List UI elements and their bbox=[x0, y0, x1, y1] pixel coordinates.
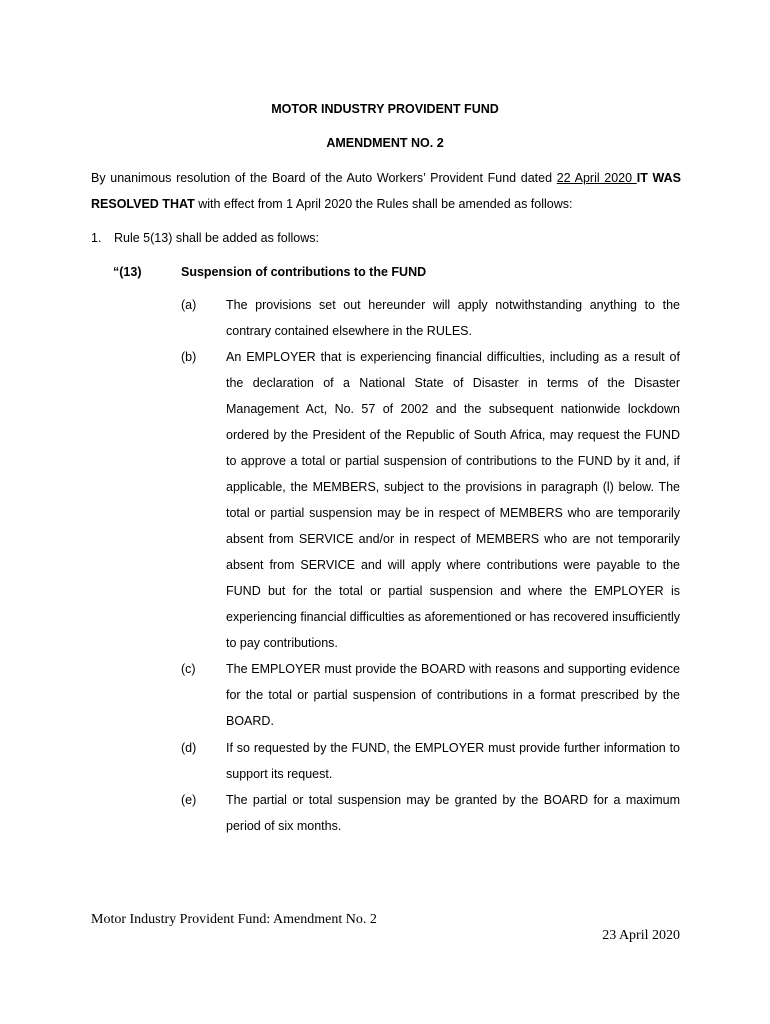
rule-number-text: “(13) bbox=[113, 265, 142, 279]
intro-bold-resolved: RESOLVED THAT bbox=[91, 197, 195, 211]
intro-text-2: with effect from 1 April 2020 the Rules shall be amended as follows: bbox=[194, 197, 573, 211]
intro-line-1 bbox=[91, 171, 681, 185]
rule-number bbox=[113, 265, 141, 279]
document-title: MOTOR INDUSTRY PROVIDENT FUND bbox=[271, 102, 499, 116]
item-text: Rule 5(13) shall be added as follows: bbox=[114, 231, 319, 245]
intro-text: By unanimous resolution of the Board of the Auto Workers’ Provident Fund dated bbox=[91, 171, 557, 185]
paragraph-letter: (b) bbox=[181, 350, 197, 364]
resolution-date: 22 April 2020 bbox=[556, 171, 637, 185]
paragraph-letter: (d) bbox=[181, 741, 197, 755]
intro-line-2 bbox=[91, 197, 572, 211]
paragraph-text: If so requested by the FUND, the EMPLOYER must provide further information to support its request. bbox=[226, 741, 680, 781]
footer-date: 23 April 2020 bbox=[602, 928, 680, 943]
item-number: 1. bbox=[91, 231, 102, 245]
paragraph-letter: (e) bbox=[181, 793, 197, 807]
intro-bold-it-was: IT WAS bbox=[636, 171, 681, 185]
paragraph-text: The EMPLOYER must provide the BOARD with reasons and supporting evidence for the total or partial suspension of contributions in a format prescribed by the BOARD. bbox=[226, 662, 680, 728]
paragraph-text: The provisions set out hereunder will apply notwithstanding anything to the contrary contained elsewhere in the RULES. bbox=[226, 298, 680, 338]
paragraph-letter: (a) bbox=[181, 298, 197, 312]
paragraph-text: An EMPLOYER that is experiencing financial difficulties, including as a result of the declaration of a National State of Disaster in terms of the Disaster Management Act, No. 57 of 2002 and the subsequent nationwide lockdown ordered by the President of the Republic of South Africa, may request the FUND to approve a total or partial suspension of contributions to the FUND by it and, if applicable, the MEMBERS, subject to the provisions in paragraph (l) below. The total or partial suspension may be in respect of MEMBERS who are temporarily absent from SERVICE and/or in respect of MEMBERS who are not temporarily absent from SERVICE and will apply where contributions were payable to the FUND but for the total or partial suspension and where the EMPLOYER is experiencing financial difficulties as aforementioned or has recovered insufficiently to pay contributions. bbox=[226, 350, 680, 650]
paragraph-letter: (c) bbox=[181, 662, 196, 676]
footer-document-name: Motor Industry Provident Fund: Amendment No. 2 bbox=[91, 912, 377, 927]
amendment-number: AMENDMENT NO. 2 bbox=[326, 136, 444, 150]
rule-heading: Suspension of contributions to the FUND bbox=[181, 265, 427, 279]
paragraph-text: The partial or total suspension may be granted by the BOARD for a maximum period of six months. bbox=[226, 793, 680, 833]
